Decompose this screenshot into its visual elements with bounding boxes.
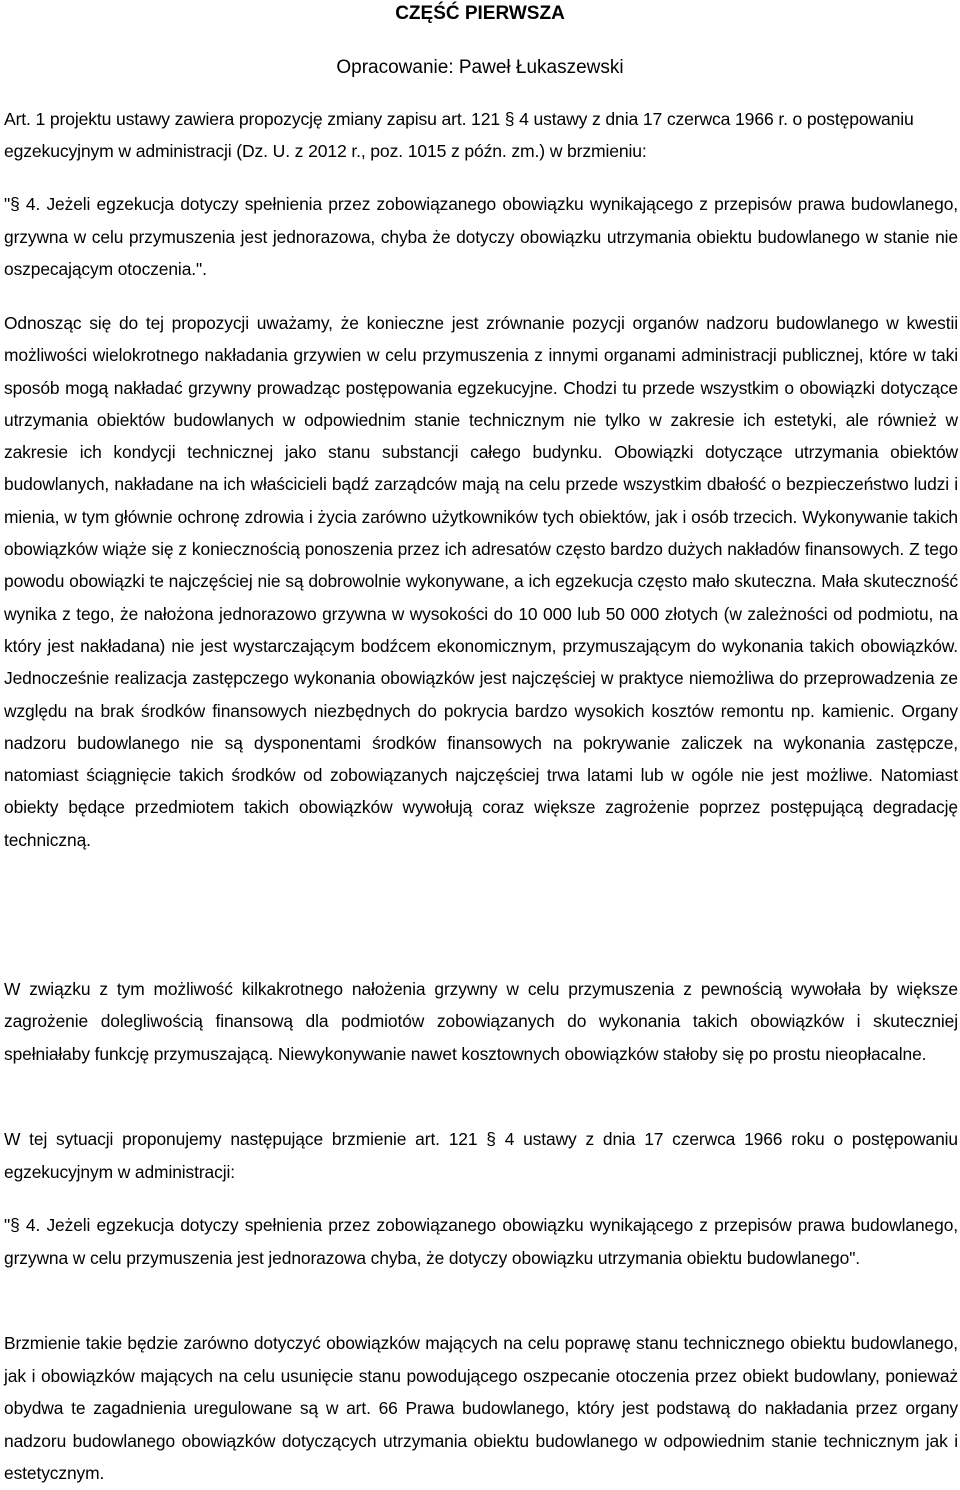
paragraph-conclusion: Brzmienie takie będzie zarówno dotyczyć obowiązków mających na celu poprawę stanu technicznego obiektu budowlanego, jak i obowiązków mających na celu usunięcie stanu powodującego oszpecanie otoczenia przez obiekt budowlany, ponieważ obydwa te zagadnienia uregulowane są w art. 66 Prawa budowlanego, który jest podstawą do nakładania przez organy nadzoru budowlanego obowiązków dotyczących utrzymania obiektu budowlanego w odpowiednim stanie technicznym jak i estetycznym. bbox=[4, 1333, 958, 1483]
paragraph-quote-proposed-wording: "§ 4. Jeżeli egzekucja dotyczy spełnienia przez zobowiązanego obowiązku wynikającego z przepisów prawa budowlanego, grzywna w celu przymuszenia jest jednorazowa chyba, że dotyczy obowiązku utrzymania obiektu budowlanego". bbox=[4, 1215, 958, 1268]
document-author: Opracowanie: Paweł Łukaszewski bbox=[336, 57, 624, 78]
paragraph-proposal-intro: W tej sytuacji proponujemy następujące brzmienie art. 121 § 4 ustawy z dnia 17 czerwca 1966 roku o postępowaniu egzekucyjnym w administracji: bbox=[4, 1129, 958, 1182]
paragraph-article-intro: Art. 1 projektu ustawy zawiera propozycję zmiany zapisu art. 121 § 4 ustawy z dnia 17 czerwca 1966 r. o postępowaniu egzekucyjnym w administracji (Dz. U. z 2012 r., poz. 1015 z późn. zm.) w brzmieniu: bbox=[4, 109, 914, 161]
document-title: CZĘŚĆ PIERWSZA bbox=[395, 3, 565, 24]
paragraph-consequence: W związku z tym możliwość kilkakrotnego nałożenia grzywny w celu przymuszenia z pewnością wywołała by większe zagrożenie dolegliwością finansową dla podmiotów zobowiązanych do wykonania takich obowiązków i skuteczniej spełniałaby funkcję przymuszającą. Niewykonywanie nawet kosztownych obowiązków stałoby się po prostu nieopłacalne. bbox=[4, 979, 958, 1064]
paragraph-justification: Odnosząc się do tej propozycji uważamy, że konieczne jest zrównanie pozycji organów nadzoru budowlanego w kwestii możliwości wielokrotnego nakładania grzywien w celu przymuszenia z innymi organami administracji publicznej, które w taki sposób mogą nakładać grzywny prowadząc postępowania egzekucyjne. Chodzi tu przede wszystkim o obowiązki dotyczące utrzymania obiektów budowlanych w odpowiednim stanie technicznym nie tylko w zakresie ich estetyki, ale również w zakresie ich kondycji technicznej jako stanu substancji całego budynku. Obowiązki dotyczące utrzymania obiektów budowlanych, nakładane na ich właścicieli bądź zarządców mają na celu przede wszystkim dbałość o bezpieczeństwo ludzi i mienia, w tym głównie ochronę zdrowia i życia zarówno użytkowników tych obiektów, jak i osób trzecich. Wykonywanie takich obowiązków wiąże się z koniecznością ponoszenia przez ich adresatów często bardzo dużych nakładów finansowych. Z tego powodu obowiązki te najczęściej nie są dobrowolnie wykonywane, a ich egzekucja często mało skuteczna. Mała skuteczność wynika z tego, że nałożona jednorazowo grzywna w wysokości do 10 000 lub 50 000 złotych (w zależności od podmiotu, na który jest nakładana) nie jest wystarczającym bodźcem ekonomicznym, przymuszającym do wykonania takich obowiązków. Jednocześnie realizacja zastępczego wykonania obowiązków jest najczęściej w praktyce niemożliwa do przeprowadzenia ze względu na brak środków finansowych niezbędnych do pokrycia bardzo wysokich kosztów remontu np. kamienic. Organy nadzoru budowlanego nie są dysponentami środków finansowych na pokrywanie zaliczek na wykonania zastępcze, natomiast ściągnięcie takich środków od zobowiązanych najczęściej trwa latami lub w ogóle nie jest możliwe. Natomiast obiekty będące przedmiotem takich obowiązków wywołują coraz większe zagrożenie poprzez postępującą degradację techniczną. bbox=[4, 313, 958, 850]
paragraph-quote-current-wording: "§ 4. Jeżeli egzekucja dotyczy spełnienia przez zobowiązanego obowiązku wynikającego z przepisów prawa budowlanego, grzywna w celu przymuszenia jest jednorazowa, chyba że dotyczy obowiązku utrzymania obiektu budowlanego w stanie nie oszpecającym otoczenia.". bbox=[4, 194, 958, 279]
